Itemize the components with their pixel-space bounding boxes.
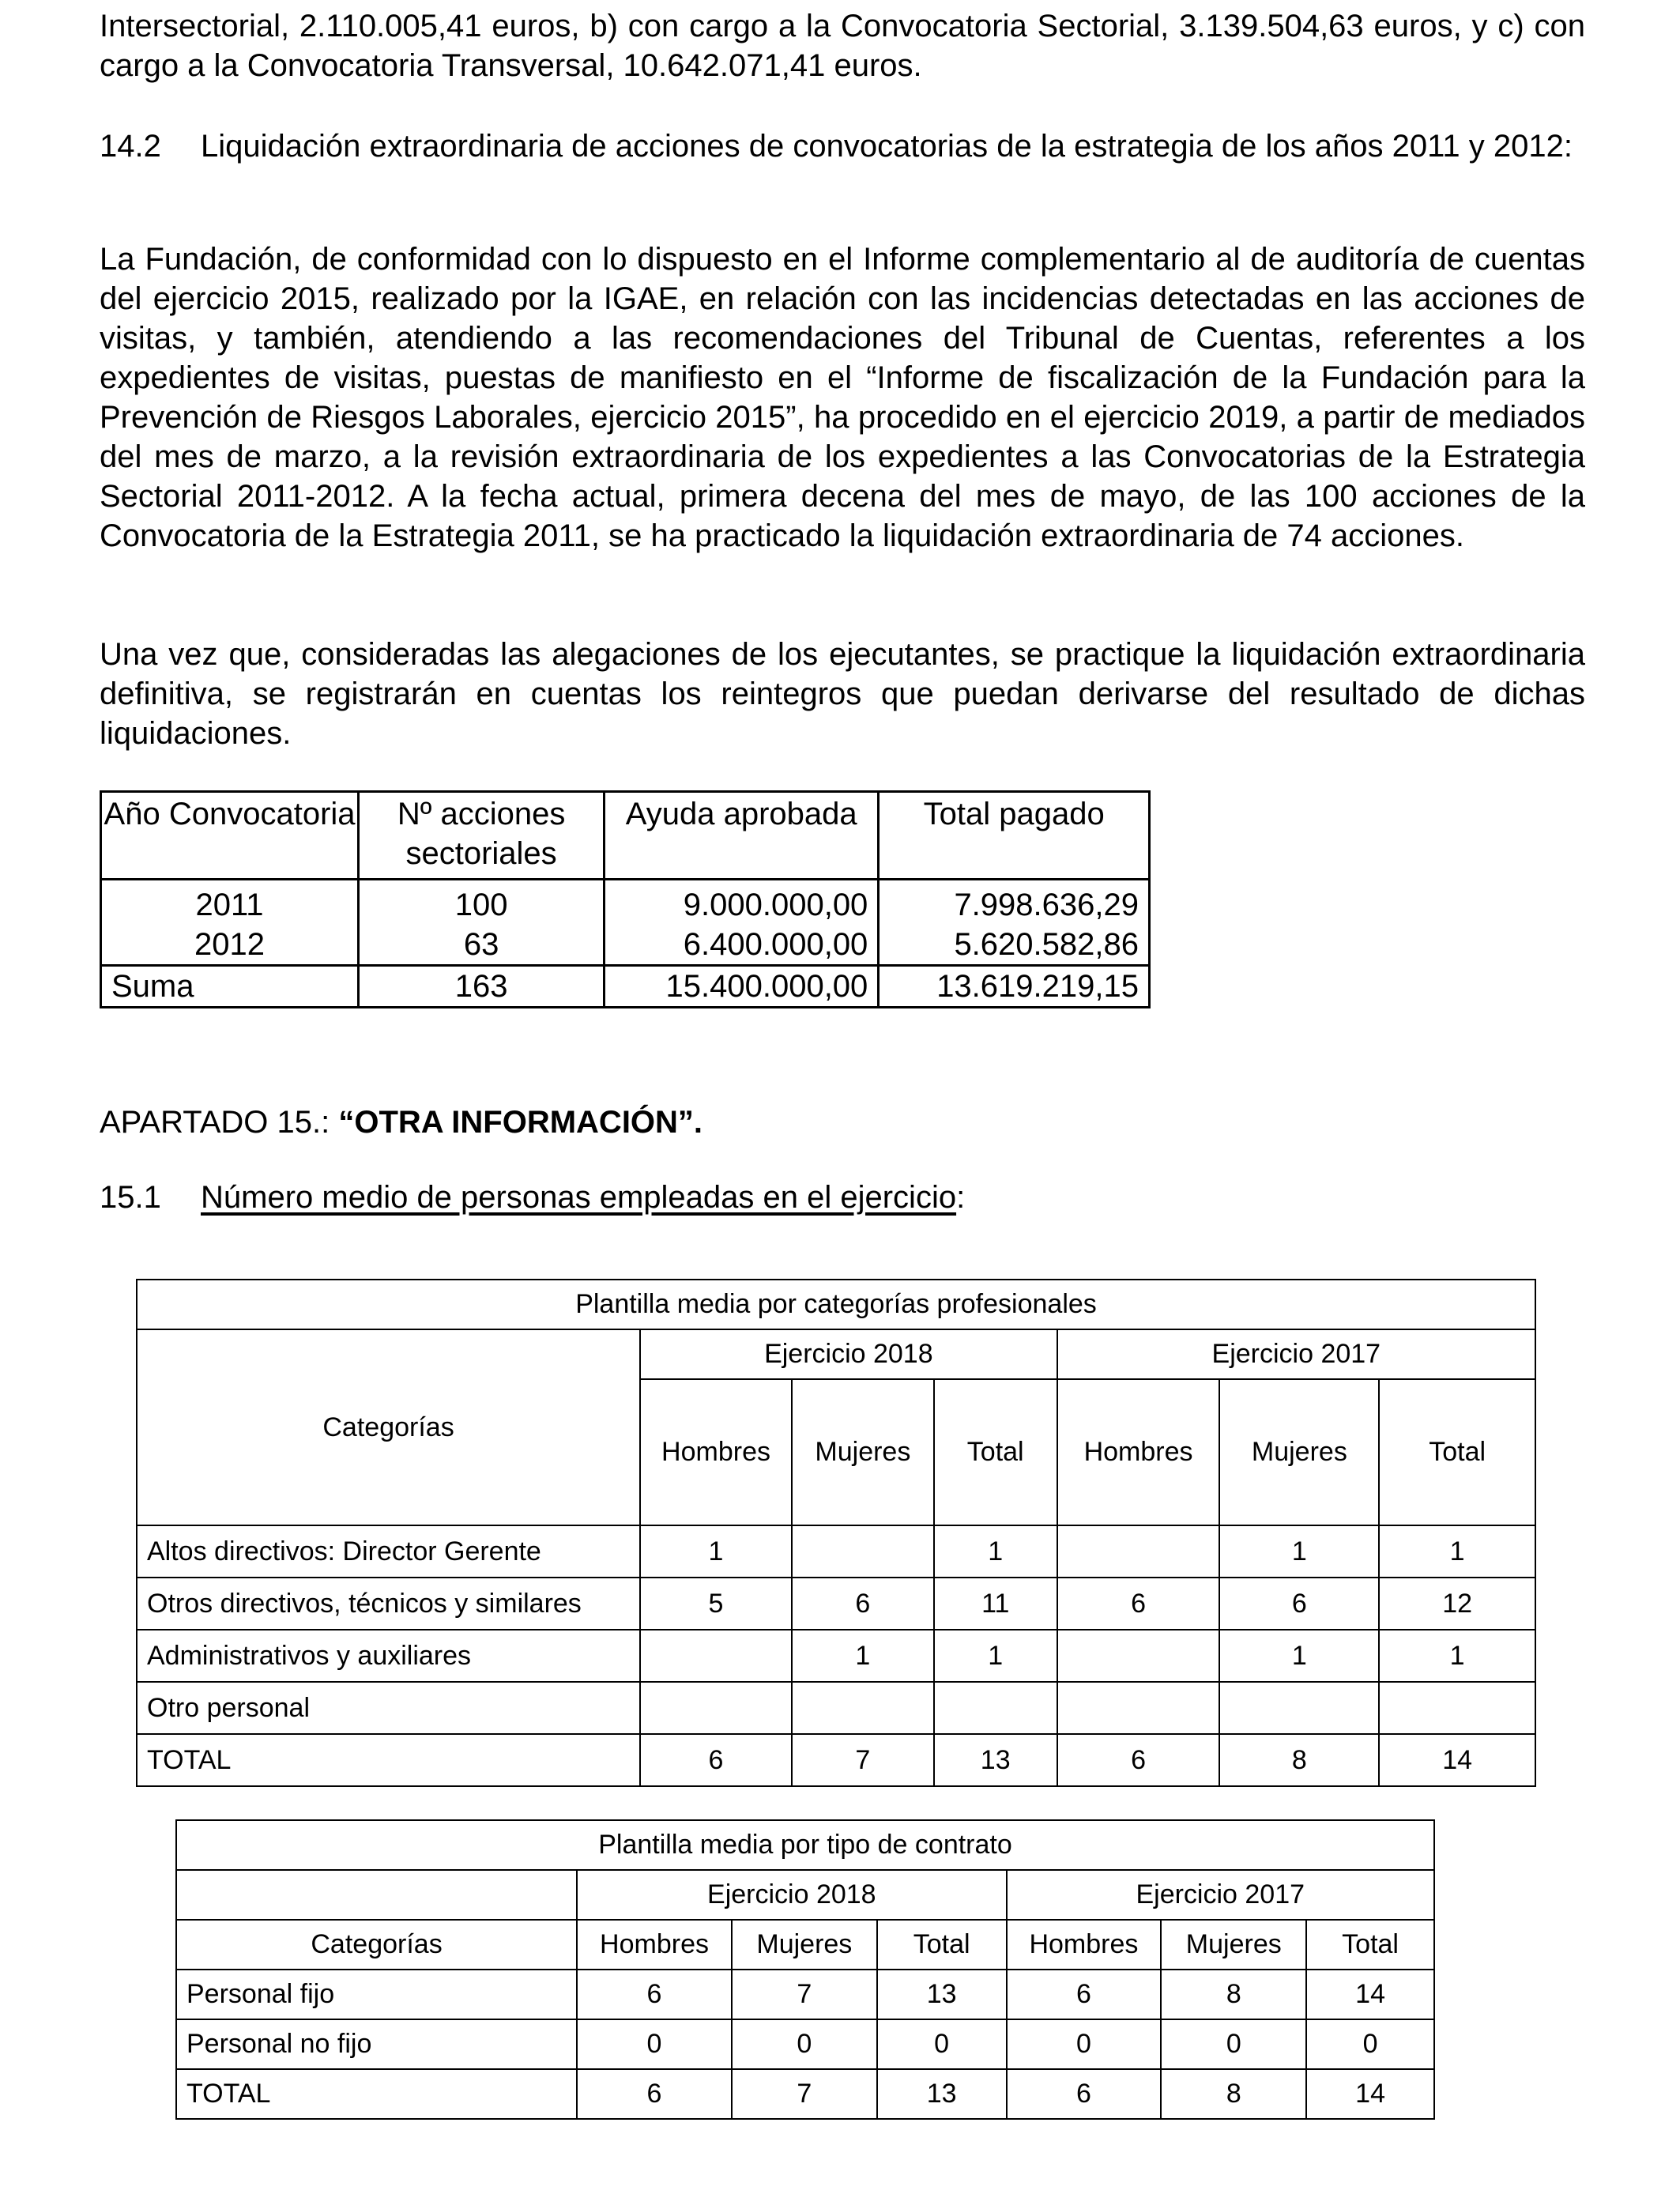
table-cell: 1	[640, 1525, 792, 1578]
table-cell: 8	[1161, 2069, 1306, 2119]
table-cell: 13.619.219,15	[879, 966, 1150, 1008]
subheader-cell: Total	[1306, 1920, 1434, 1970]
table-title-row	[137, 1280, 1535, 1329]
year-header-2017: Ejercicio 2017	[1007, 1870, 1434, 1920]
apartado-15-heading	[100, 1103, 703, 1142]
table-cell: 2011	[101, 880, 359, 925]
intro-paragraph: Intersectorial, 2.110.005,41 euros, b) con cargo a la Convocatoria Sectorial, 3.139.504,63 euros, y c) con cargo a la Convocatoria Transversal, 10.642.071,41 euros.	[100, 9, 1585, 83]
table-cell: 9.000.000,00	[605, 880, 879, 925]
table-cell: 1	[1219, 1525, 1379, 1578]
table-cell: 15.400.000,00	[605, 966, 879, 1008]
table-cell: 0	[732, 2019, 877, 2069]
table-cell: 14	[1306, 1970, 1434, 2019]
table-cell	[792, 1682, 934, 1734]
section-title-wrapper	[201, 1178, 965, 1217]
table-cell: Personal fijo	[176, 1970, 577, 2019]
header-cell: Total pagado	[879, 792, 1150, 880]
table-cell: 6	[577, 1970, 732, 2019]
subheader-cell: Mujeres	[732, 1920, 877, 1970]
table-cell: 6	[1219, 1578, 1379, 1630]
table-cell: 8	[1219, 1734, 1379, 1786]
apartado-title: “OTRA INFORMACIÓN”.	[338, 1105, 703, 1140]
table-cell: 11	[934, 1578, 1057, 1630]
subheader-cell: Hombres	[1057, 1379, 1220, 1525]
table-cell: Otro personal	[137, 1682, 640, 1734]
subheader-cell: Mujeres	[792, 1379, 934, 1525]
table-cell: 13	[877, 2069, 1007, 2119]
table-cell: 163	[359, 966, 605, 1008]
table-cell: 1	[934, 1630, 1057, 1682]
table-cell: 7.998.636,29	[879, 880, 1150, 925]
table-categorias	[136, 1279, 1536, 1787]
table-row	[137, 1630, 1535, 1682]
table-cell: 1	[1379, 1630, 1535, 1682]
table-liquidacion	[100, 790, 1151, 1008]
subheader-cell: Hombres	[1007, 1920, 1162, 1970]
paragraph-una-vez: Una vez que, consideradas las alegaciones de los ejecutantes, se practique la liquidación extraordinaria definitiva, se registrarán en cuentas los reintegros que puedan derivarse del resultado de dichas liquidaciones.	[100, 637, 1585, 751]
table-title: Plantilla media por tipo de contrato	[176, 1820, 1434, 1870]
table-title: Plantilla media por categorías profesionales	[137, 1280, 1535, 1329]
table-cell: 13	[934, 1734, 1057, 1786]
section-number: 14.2	[100, 129, 161, 164]
subheader-cell: Mujeres	[1161, 1920, 1306, 1970]
table-cell: 6	[577, 2069, 732, 2119]
table-cell	[1057, 1630, 1220, 1682]
section-number: 15.1	[100, 1180, 161, 1215]
table-header-row	[101, 792, 1150, 880]
table-year-row	[176, 1870, 1434, 1920]
category-header: Categorías	[176, 1920, 577, 1970]
table-cell: 6.400.000,00	[605, 925, 879, 966]
table-cell: 13	[877, 1970, 1007, 2019]
table-row	[101, 880, 1150, 925]
header-cell: Ayuda aprobada	[605, 792, 879, 880]
table-cell: 0	[1007, 2019, 1162, 2069]
table-cell	[792, 1525, 934, 1578]
year-header-2017: Ejercicio 2017	[1057, 1329, 1535, 1379]
table-cell	[1057, 1682, 1220, 1734]
table-cell: 1	[934, 1525, 1057, 1578]
table-cell: 6	[1007, 1970, 1162, 2019]
subheader-cell: Hombres	[640, 1379, 792, 1525]
section-title: Número medio de personas empleadas en el ejercicio	[201, 1180, 957, 1215]
table-cell: 1	[792, 1630, 934, 1682]
empty-cell	[176, 1870, 577, 1920]
table-cell: 14	[1306, 2069, 1434, 2119]
year-header-2018: Ejercicio 2018	[640, 1329, 1057, 1379]
table-cell: TOTAL	[176, 2069, 577, 2119]
section-title: Liquidación extraordinaria de acciones de convocatorias de la estrategia de los años 2011 y 2012:	[201, 129, 1573, 164]
table-subheader-row	[176, 1920, 1434, 1970]
year-header-2018: Ejercicio 2018	[577, 1870, 1006, 1920]
apartado-prefix: APARTADO 15.:	[100, 1105, 330, 1140]
table-row	[101, 925, 1150, 966]
table-cell	[1379, 1682, 1535, 1734]
table-row	[137, 1525, 1535, 1578]
table-cell: 6	[1057, 1578, 1220, 1630]
table-cell: 2012	[101, 925, 359, 966]
table-row	[176, 1970, 1434, 2019]
table-total-row	[176, 2069, 1434, 2119]
table-cell: 6	[1057, 1734, 1220, 1786]
table-cell: 0	[1161, 2019, 1306, 2069]
table-sum-row	[101, 966, 1150, 1008]
table-cell: TOTAL	[137, 1734, 640, 1786]
table-cell: 14	[1379, 1734, 1535, 1786]
table-cell: Personal no fijo	[176, 2019, 577, 2069]
table-cell: Suma	[101, 966, 359, 1008]
category-header: Categorías	[137, 1329, 640, 1525]
header-cell: Año Convocatoria	[101, 792, 359, 880]
subheader-cell: Mujeres	[1219, 1379, 1379, 1525]
table-cell: 0	[577, 2019, 732, 2069]
table-cell: 0	[877, 2019, 1007, 2069]
table-cell: 5.620.582,86	[879, 925, 1150, 966]
subheader-cell: Total	[934, 1379, 1057, 1525]
table-cell: Administrativos y auxiliares	[137, 1630, 640, 1682]
table-cell: 7	[732, 2069, 877, 2119]
table-cell: 6	[792, 1578, 934, 1630]
table-cell: Otros directivos, técnicos y similares	[137, 1578, 640, 1630]
table-cell: 1	[1219, 1630, 1379, 1682]
table-cell: 7	[792, 1734, 934, 1786]
table-contrato	[175, 1819, 1435, 2120]
table-cell: 6	[640, 1734, 792, 1786]
paragraph-fundacion: La Fundación, de conformidad con lo dispuesto en el Informe complementario al de auditoría de cuentas del ejercicio 2015, realizado por la IGAE, en relación con las incidencias detectadas en las acciones de visitas, y también, atendiendo a las recomendaciones del Tribunal de Cuentas, referentes a los expedientes de visitas, puestas de manifiesto en el “Informe de fiscalización de la Fundación para la Prevención de Riesgos Laborales, ejercicio 2015”, ha procedido en el ejercicio 2019, a partir de mediados del mes de marzo, a la revisión extraordinaria de los expedientes a las Convocatorias de la Estrategia Sectorial 2011-2012. A la fecha actual, primera decena del mes de mayo, de las 100 acciones de la Convocatoria de la Estrategia 2011, se ha practicado la liquidación extraordinaria de 74 acciones.	[100, 242, 1585, 553]
subheader-cell: Hombres	[577, 1920, 732, 1970]
table-cell: 0	[1306, 2019, 1434, 2069]
table-cell: Altos directivos: Director Gerente	[137, 1525, 640, 1578]
table-cell: 7	[732, 1970, 877, 2019]
header-cell: Nº acciones sectoriales	[359, 792, 605, 880]
subheader-cell: Total	[1379, 1379, 1535, 1525]
table-cell: 8	[1161, 1970, 1306, 2019]
table-cell: 63	[359, 925, 605, 966]
table-cell	[1219, 1682, 1379, 1734]
table-row	[137, 1682, 1535, 1734]
table-cell	[640, 1682, 792, 1734]
table-cell	[1057, 1525, 1220, 1578]
table-cell: 1	[1379, 1525, 1535, 1578]
table-cell: 100	[359, 880, 605, 925]
table-cell: 5	[640, 1578, 792, 1630]
table-cell: 6	[1007, 2069, 1162, 2119]
table-title-row	[176, 1820, 1434, 1870]
table-row	[176, 2019, 1434, 2069]
table-year-row	[137, 1329, 1535, 1379]
table-total-row	[137, 1734, 1535, 1786]
section-colon: :	[956, 1180, 966, 1215]
table-cell	[640, 1630, 792, 1682]
table-row	[137, 1578, 1535, 1630]
subheader-cell: Total	[877, 1920, 1007, 1970]
table-cell	[934, 1682, 1057, 1734]
table-cell: 12	[1379, 1578, 1535, 1630]
